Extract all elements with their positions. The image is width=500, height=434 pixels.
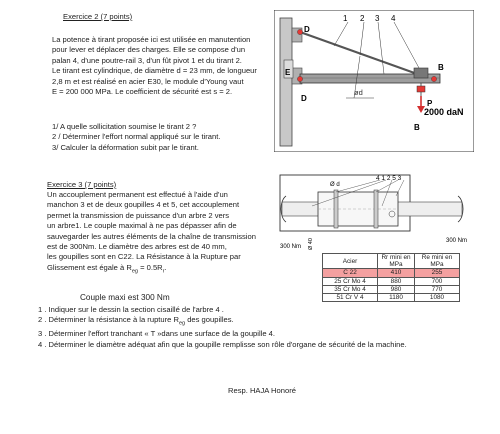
label-diameter: ød [354, 88, 363, 97]
ex2-line: pour lever et déplacer des charges. Elle se compose d'un [52, 45, 246, 55]
label-E: E [285, 68, 291, 77]
label-right-torque: 300 Nm [446, 238, 468, 244]
ex2-paragraph [52, 35, 257, 97]
table-row [323, 277, 460, 285]
ex2-line: palan 4, d'une poutre-rail 3, d'un fût pivot 1 et du tirant 2. [52, 55, 242, 65]
ex2-title: Exercice 2 (7 points) [63, 12, 133, 21]
ex3-line: permet la transmission de puissance d'un arbre 2 vers [47, 210, 230, 220]
label-3: 3 [375, 14, 380, 23]
label-part-numbers: 4 1 2 5 3 [376, 175, 402, 182]
label-left-torque: 300 Nm [280, 244, 302, 250]
ex3-line: Glissement est égale à $R_{eg} = 0.5R_r$. [47, 262, 167, 275]
coupling-figure [272, 172, 472, 252]
ex3-question: 2 . Déterminer la résistance à la rupture $R_{eg}$ des goupilles. [38, 315, 234, 327]
label-side: Ø 40 [308, 238, 314, 250]
ex2-questions [52, 122, 220, 153]
ex3-question: 3 . Déterminer l'effort tranchant « T »dans une surface de la goupille 4. [38, 329, 276, 339]
label-B2: B [414, 123, 420, 132]
label-D2: D [301, 94, 307, 103]
table-cell: 25 Cr Mo 4 [323, 277, 378, 285]
label-1: 1 [343, 14, 348, 23]
table-cell: 770 [415, 285, 460, 293]
table-cell: 1080 [415, 294, 460, 302]
table-cell: 980 [378, 285, 415, 293]
material-table [322, 253, 460, 302]
pin-5 [374, 190, 378, 228]
table-cell: 1180 [378, 294, 415, 302]
pin-4 [334, 190, 338, 228]
ex2-line: E = 200 000 MPa. Le coefficient de sécurité est s = 2. [52, 87, 233, 97]
ex2-question: 1/ A quelle sollicitation soumise le tirant 2 ? [52, 122, 197, 131]
ex2-line: La potence à tirant proposée ici est utilisée en manutention [52, 35, 251, 44]
label-P: P [427, 99, 433, 108]
ex3-max-torque: Couple maxi est 300 Nm [80, 293, 170, 302]
ex3-title: Exercice 3 (7 points) [47, 180, 117, 189]
table-cell: 51 Cr V 4 [323, 294, 378, 302]
table-cell: 410 [378, 269, 415, 277]
table-cell: 35 Cr Mo 4 [323, 285, 378, 293]
label-4: 4 [391, 14, 396, 23]
ex3-line: Un accouplement permanent est effectué à l'aide d'un [47, 190, 228, 199]
ex3-line: les goupilles sont en C22. La Résistance à la Rupture par [47, 252, 241, 262]
ex2-question: 3/ Calculer la déformation subit par le tirant. [52, 142, 199, 152]
table-header: Re mini en MPa [415, 254, 460, 269]
label-load: 2000 daN [424, 107, 464, 117]
pivot-post [280, 18, 292, 146]
label-od: Ø d [330, 182, 340, 188]
table-header-row [323, 254, 460, 269]
ex3-line: manchon 3 et de deux goupilles 4 et 5, cet accouplement [47, 200, 240, 210]
table-row [323, 294, 460, 302]
ex2-question: 2 / Déterminer l'effort normal appliqué sur le tirant. [52, 132, 221, 142]
ex3-line: est de 300Nm. Le diamètre des arbres est de 40 mm, [47, 242, 227, 252]
table-cell: 880 [378, 277, 415, 285]
material-table-wrap [322, 253, 460, 302]
ex3-line: un arbre1. Le couple maximal à ne pas dépasser afin de [47, 221, 237, 231]
label-D: D [304, 25, 310, 34]
table-cell: 255 [415, 269, 460, 277]
hoist [414, 68, 428, 78]
table-cell: 700 [415, 277, 460, 285]
table-cell: C 22 [323, 269, 378, 277]
ex2-line: 2,8 m et est réalisé en acier E30, le module d'Young vaut [52, 76, 244, 86]
ex3-question: 1 . Indiquer sur le dessin la section cisaillé de l'arbre 4 . [38, 305, 224, 314]
ex3-line: sauvegarder les autres éléments de la chaîne de transmission [47, 231, 256, 241]
table-row [323, 285, 460, 293]
ex3-questions [38, 305, 407, 350]
label-B: B [438, 63, 444, 72]
table-header: Rr mini en MPa [378, 254, 415, 269]
ex3-question: 4 . Déterminer le diamètre adéquat afin que la goupille remplisse son rôle d'organe de sécurité de la machine. [38, 339, 407, 349]
label-2: 2 [360, 14, 365, 23]
table-header: Acier [323, 254, 378, 269]
ex2-line: Le tirant est cylindrique, de diamètre d = 23 mm, de longueur [52, 66, 257, 76]
crane-figure [274, 10, 474, 152]
footer-signature: Resp. HAJA Honoré [228, 386, 296, 395]
ex3-paragraph [47, 190, 256, 277]
table-row [323, 269, 460, 277]
